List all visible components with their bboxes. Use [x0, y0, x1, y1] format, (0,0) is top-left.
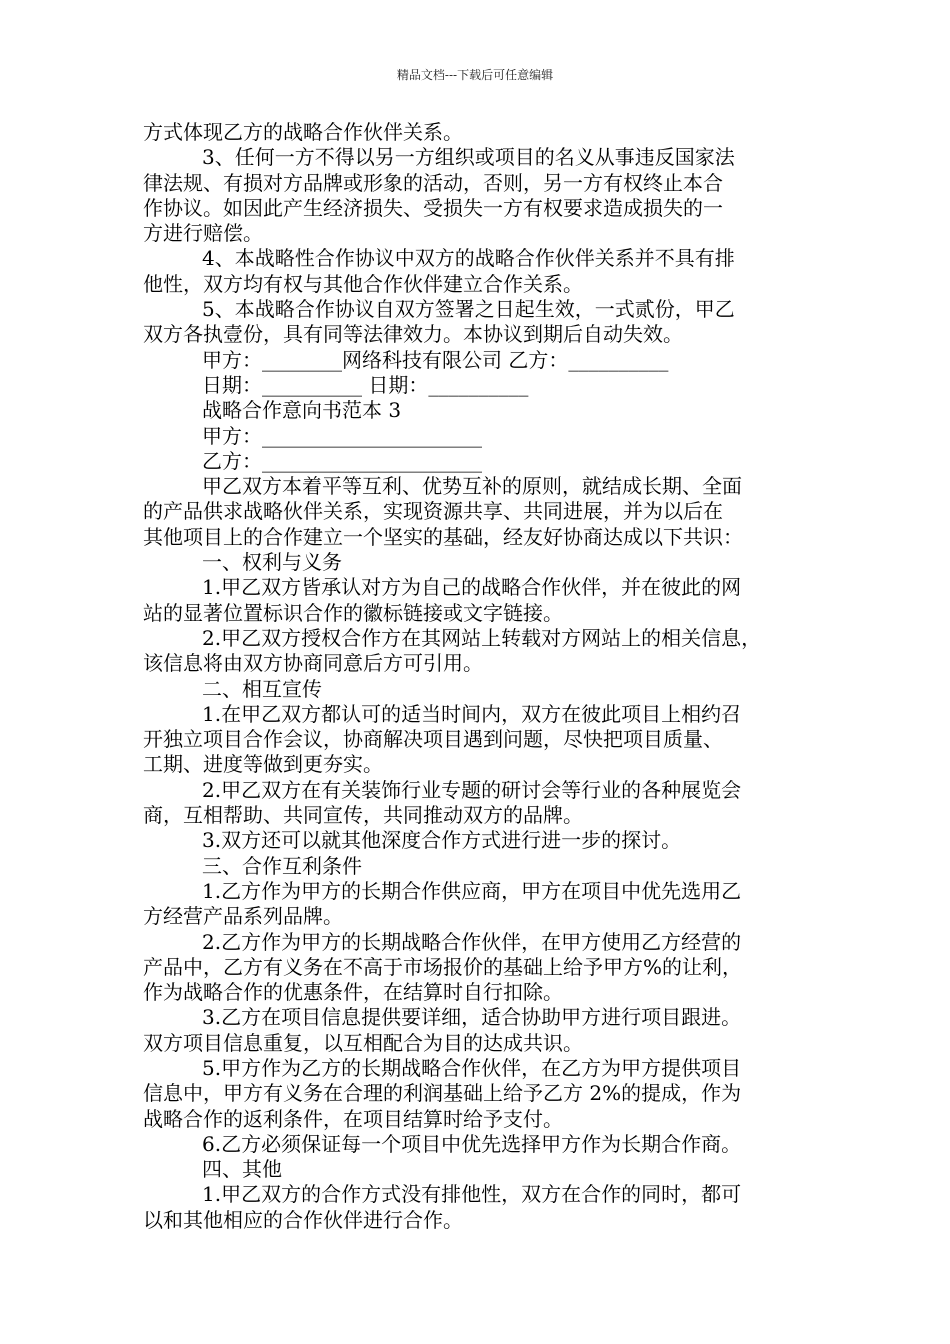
- text-line: 日期：__________ 日期：__________: [202, 372, 529, 397]
- text-line: 作为战略合作的优惠条件，在结算时自行扣除。: [143, 980, 563, 1005]
- text-line: 双方项目信息重复，以互相配合为目的达成共识。: [143, 1030, 583, 1055]
- text-line: 产品中，乙方有义务在不高于市场报价的基础上给予甲方%的让利，: [143, 954, 743, 979]
- text-line: 2.甲乙双方授权合作方在其网站上转载对方网站上的相关信息，: [202, 625, 762, 650]
- text-line: 5、本战略合作协议自双方签署之日起生效，一式贰份，甲乙: [202, 297, 735, 322]
- text-line: 律法规、有损对方品牌或形象的活动，否则，另一方有权终止本合: [143, 170, 723, 195]
- text-line: 1.甲乙双方皆承认对方为自己的战略合作伙伴，并在彼此的网: [202, 575, 742, 600]
- document-body: [143, 120, 823, 1233]
- text-line: 该信息将由双方协商同意后方可引用。: [143, 651, 483, 676]
- text-line: 战略合作的返利条件，在项目结算时给予支付。: [143, 1106, 563, 1131]
- text-line: 一、权利与义务: [202, 550, 342, 575]
- text-line: 方经营产品系列品牌。: [143, 904, 343, 929]
- text-line: 二、相互宣传: [202, 676, 322, 701]
- text-line: 商，互相帮助、共同宣传，共同推动双方的品牌。: [143, 803, 583, 828]
- text-line: 甲方：________网络科技有限公司 乙方：__________: [202, 347, 669, 372]
- text-line: 他性，双方均有权与其他合作伙伴建立合作关系。: [143, 271, 583, 296]
- text-line: 甲乙双方本着平等互利、优势互补的原则，就结成长期、全面: [202, 474, 742, 499]
- text-line: 开独立项目合作会议，协商解决项目遇到问题，尽快把项目质量、: [143, 727, 723, 752]
- text-line: 6.乙方必须保证每一个项目中优先选择甲方作为长期合作商。: [202, 1131, 742, 1156]
- text-line: 工期、进度等做到更夯实。: [143, 752, 383, 777]
- text-line: 1.乙方作为甲方的长期合作供应商，甲方在项目中优先选用乙: [202, 878, 742, 903]
- text-line: 其他项目上的合作建立一个坚实的基础，经友好协商达成以下共识：: [143, 524, 743, 549]
- text-line: 乙方：______________________: [202, 448, 482, 473]
- text-line: 站的显著位置标识合作的徽标链接或文字链接。: [143, 600, 563, 625]
- text-line: 2.乙方作为甲方的长期战略合作伙伴，在甲方使用乙方经营的: [202, 929, 742, 954]
- text-line: 3.双方还可以就其他深度合作方式进行进一步的探讨。: [202, 828, 682, 853]
- text-line: 方式体现乙方的战略合作伙伴关系。: [143, 120, 463, 144]
- text-line: 甲方：______________________: [202, 423, 482, 448]
- text-line: 战略合作意向书范本 3: [202, 398, 402, 423]
- text-line: 以和其他相应的合作伙伴进行合作。: [143, 1207, 463, 1232]
- text-line: 1.在甲乙双方都认可的适当时间内，双方在彼此项目上相约召: [202, 701, 742, 726]
- text-line: 3.乙方在项目信息提供要详细，适合协助甲方进行项目跟进。: [202, 1005, 742, 1030]
- text-line: 信息中，甲方有义务在合理的利润基础上给予乙方 2%的提成，作为: [143, 1081, 742, 1106]
- text-line: 方进行赔偿。: [143, 221, 263, 246]
- text-line: 三、合作互利条件: [202, 853, 362, 878]
- text-line: 2.甲乙双方在有关装饰行业专题的研讨会等行业的各种展览会: [202, 777, 742, 802]
- text-line: 5.甲方作为乙方的长期战略合作伙伴，在乙方为甲方提供项目: [202, 1055, 742, 1080]
- text-line: 4、本战略性合作协议中双方的战略合作伙伴关系并不具有排: [202, 246, 735, 271]
- text-line: 作协议。如因此产生经济损失、受损失一方有权要求造成损失的一: [143, 195, 723, 220]
- text-line: 四、其他: [202, 1157, 282, 1182]
- text-line: 双方各执壹份，具有同等法律效力。本协议到期后自动失效。: [143, 322, 683, 347]
- text-line: 的产品供求战略伙伴关系，实现资源共享、共同进展，并为以后在: [143, 499, 723, 524]
- page-header: 精品文档---下载后可任意编辑: [396, 68, 554, 82]
- text-line: 1.甲乙双方的合作方式没有排他性，双方在合作的同时，都可: [202, 1182, 742, 1207]
- text-line: 3、任何一方不得以另一方组织或项目的名义从事违反国家法: [202, 145, 735, 170]
